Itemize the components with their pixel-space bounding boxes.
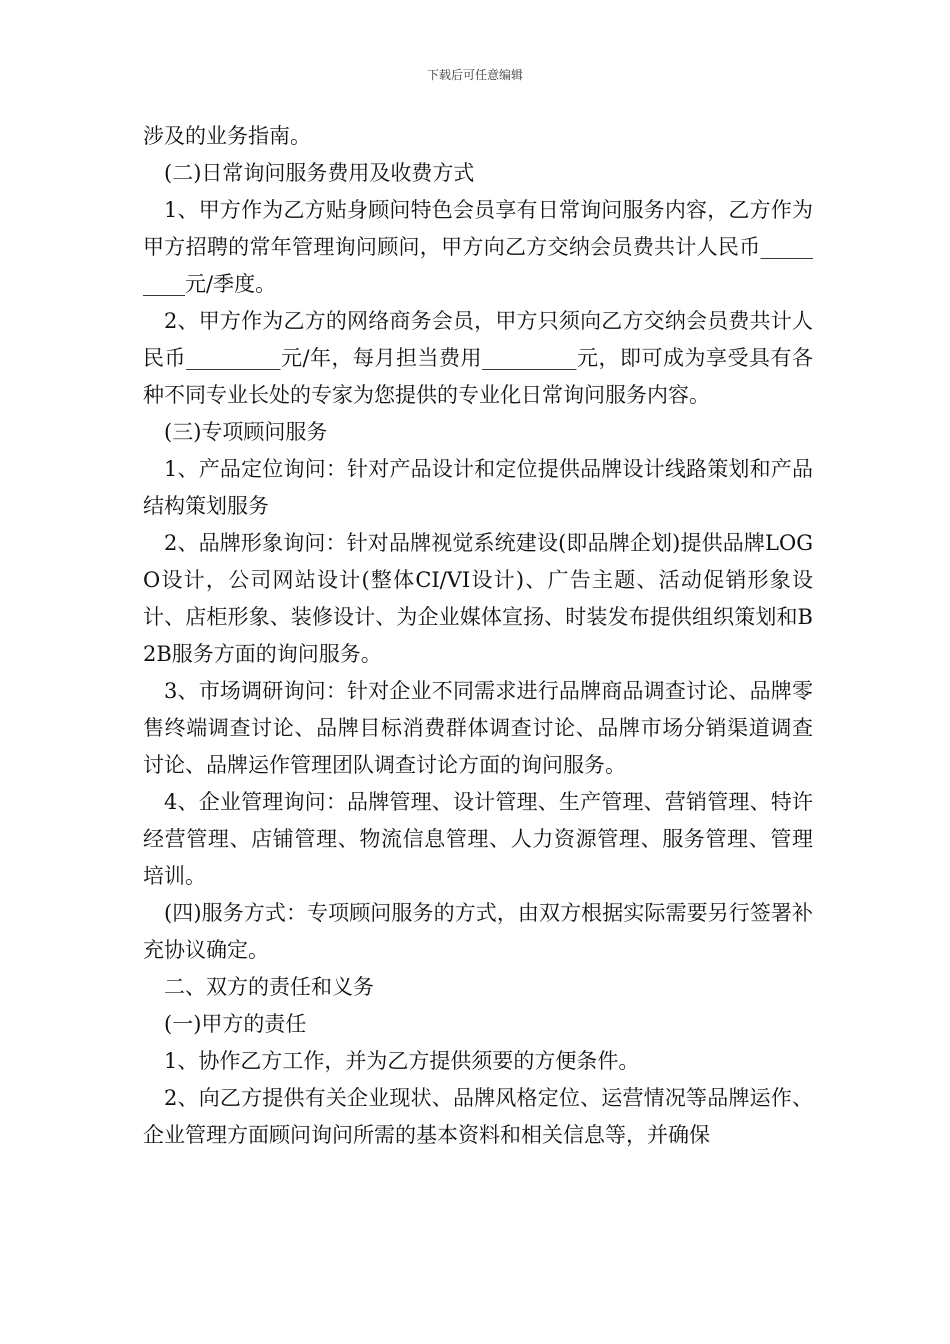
document-body: [143, 118, 813, 1154]
paragraph: 2、品牌形象询问：针对品牌视觉系统建设(即品牌企划)提供品牌LOGO设计，公司网站设计(整体CI/VI设计)、广告主题、活动促销形象设计、店柜形象、装修设计、为企业媒体宣扬、时装发布提供组织策划和B2B服务方面的询问服务。: [143, 531, 813, 666]
paragraph: (四)服务方式：专项顾问服务的方式，由双方根据实际需要另行签署补充协议确定。: [143, 901, 813, 962]
page-header: 下载后可任意编辑: [426, 68, 523, 82]
paragraph: 4、企业管理询问：品牌管理、设计管理、生产管理、营销管理、特许经营管理、店铺管理、物流信息管理、人力资源管理、服务管理、管理培训。: [143, 790, 813, 888]
paragraph: 2、向乙方提供有关企业现状、品牌风格定位、运营情况等品牌运作、企业管理方面顾问询问所需的基本资料和相关信息等，并确保: [143, 1086, 813, 1147]
paragraph: 2、甲方作为乙方的网络商务会员，甲方只须向乙方交纳会员费共计人民币_________元/年，每月担当费用_________元，即可成为享受具有各种不同专业长处的专家为您提供的专业化日常询问服务内容。: [143, 309, 813, 407]
paragraph: 二、双方的责任和义务: [164, 975, 374, 999]
paragraph: 3、市场调研询问：针对企业不同需求进行品牌商品调查讨论、品牌零售终端调查讨论、品牌目标消费群体调查讨论、品牌市场分销渠道调查讨论、品牌运作管理团队调查讨论方面的询问服务。: [143, 679, 813, 777]
paragraph: 1、甲方作为乙方贴身顾问特色会员享有日常询问服务内容，乙方作为甲方招聘的常年管理询问顾问，甲方向乙方交纳会员费共计人民币_________元/季度。: [143, 198, 813, 296]
paragraph: (二)日常询问服务费用及收费方式: [164, 161, 475, 185]
paragraph: (三)专项顾问服务: [164, 420, 328, 444]
paragraph: 涉及的业务指南。: [143, 124, 311, 148]
paragraph: 1、产品定位询问：针对产品设计和定位提供品牌设计线路策划和产品结构策划服务: [143, 457, 813, 518]
paragraph: 1、协作乙方工作，并为乙方提供须要的方便条件。: [164, 1049, 640, 1073]
paragraph: (一)甲方的责任: [164, 1012, 307, 1036]
